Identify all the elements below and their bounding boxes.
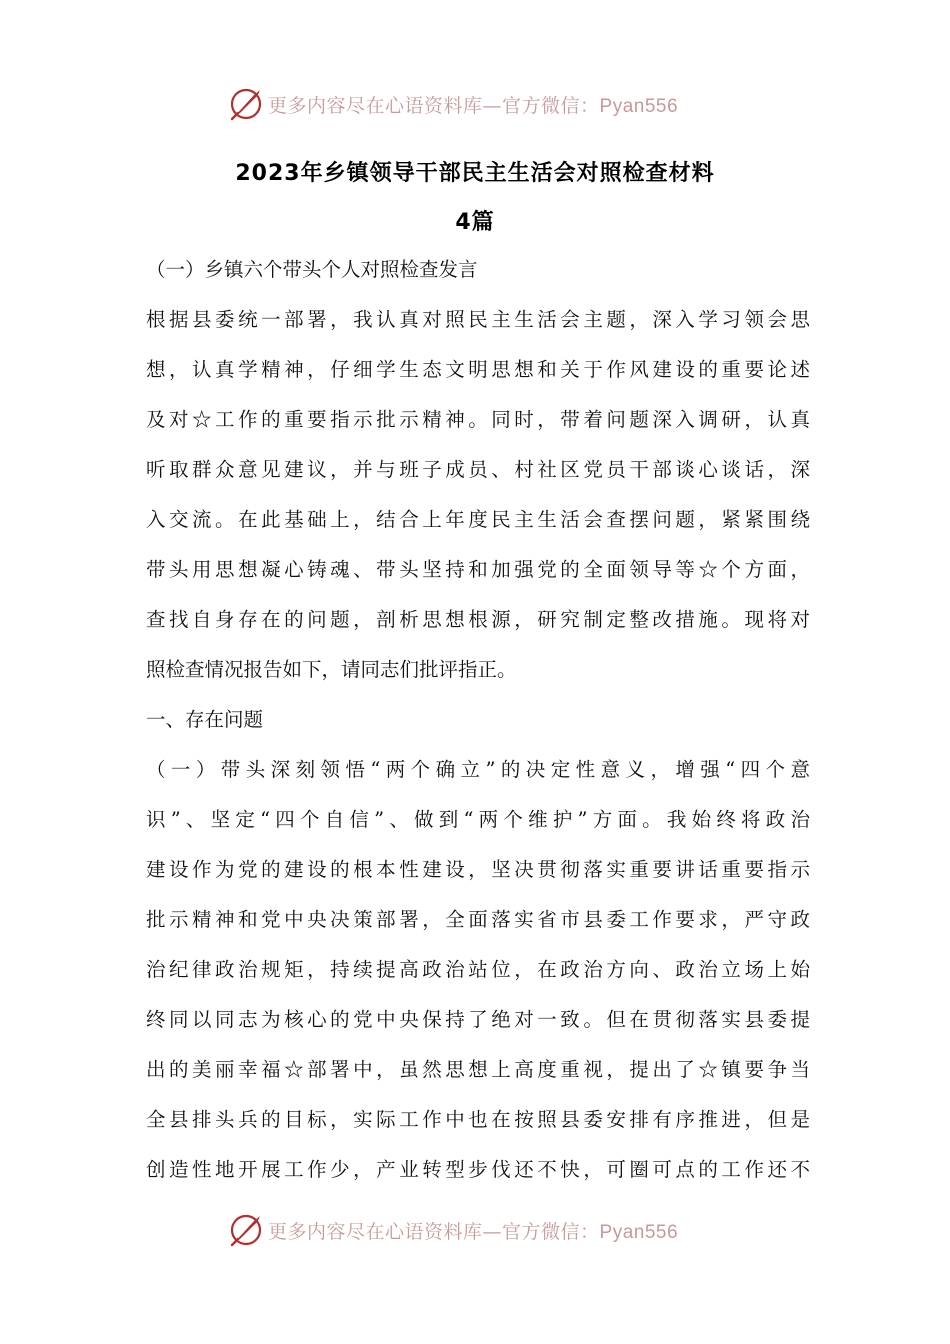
body-line: 带头用思想凝心铸魂、带头坚持和加强党的全面领导等☆个方面， [146,558,810,581]
body-line: 出的美丽幸福☆部署中，虽然思想上高度重视，提出了☆镇要争当 [146,1058,810,1081]
body-line: 建设作为党的建设的根本性建设，坚决贯彻落实重要讲话重要指示 [146,858,810,881]
body-line: 批示精神和党中央决策部署，全面落实省市县委工作要求，严守政 [146,908,810,931]
body-line: 及对☆工作的重要指示批示精神。同时，带着问题深入调研，认真 [146,408,810,431]
body-line: 听取群众意见建议，并与班子成员、村社区党员干部谈心谈话，深 [146,458,810,481]
body-line: 终同以同志为核心的党中央保持了绝对一致。但在贯彻落实县委提 [146,1008,810,1031]
watermark-text: 更多内容尽在心语资料库—官方微信：Pyan556 [268,1220,679,1243]
document-title-count: 4篇 [455,210,495,235]
quill-logo-icon [228,1212,264,1248]
body-line: 创造性地开展工作少，产业转型步伐还不快，可圈可点的工作还不 [146,1158,810,1181]
body-line: 查找自身存在的问题，剖析思想根源，研究制定整改措施。现将对 [146,608,810,631]
watermark-text: 更多内容尽在心语资料库—官方微信：Pyan556 [268,94,679,117]
body-line: 全县排头兵的目标，实际工作中也在按照县委安排有序推进，但是 [146,1108,810,1131]
document-title: 2023年乡镇领导干部民主生活会对照检查材料 [235,161,715,186]
section-heading: （一）乡镇六个带头个人对照检查发言 [146,258,478,281]
body-line: 照检查情况报告如下，请同志们批评指正。 [146,658,517,681]
body-line: 根据县委统一部署，我认真对照民主生活会主题，深入学习领会思 [146,308,810,331]
body-line: 识”、坚定“四个自信”、做到“两个维护”方面。我始终将政治 [146,808,810,831]
quill-logo-icon [228,86,264,122]
watermark-banner-bottom [228,1210,678,1250]
watermark-banner-top [228,84,678,124]
section-heading: 一、存在问题 [146,708,264,731]
document-body [146,255,810,1205]
body-line: 想，认真学精神，仔细学生态文明思想和关于作风建设的重要论述 [146,358,810,381]
body-line: 入交流。在此基础上，结合上年度民主生活会查摆问题，紧紧围绕 [146,508,810,531]
body-line: （一）带头深刻领悟“两个确立”的决定性意义，增强“四个意 [146,758,810,781]
body-line: 治纪律政治规矩，持续提高政治站位，在政治方向、政治立场上始 [146,958,810,981]
